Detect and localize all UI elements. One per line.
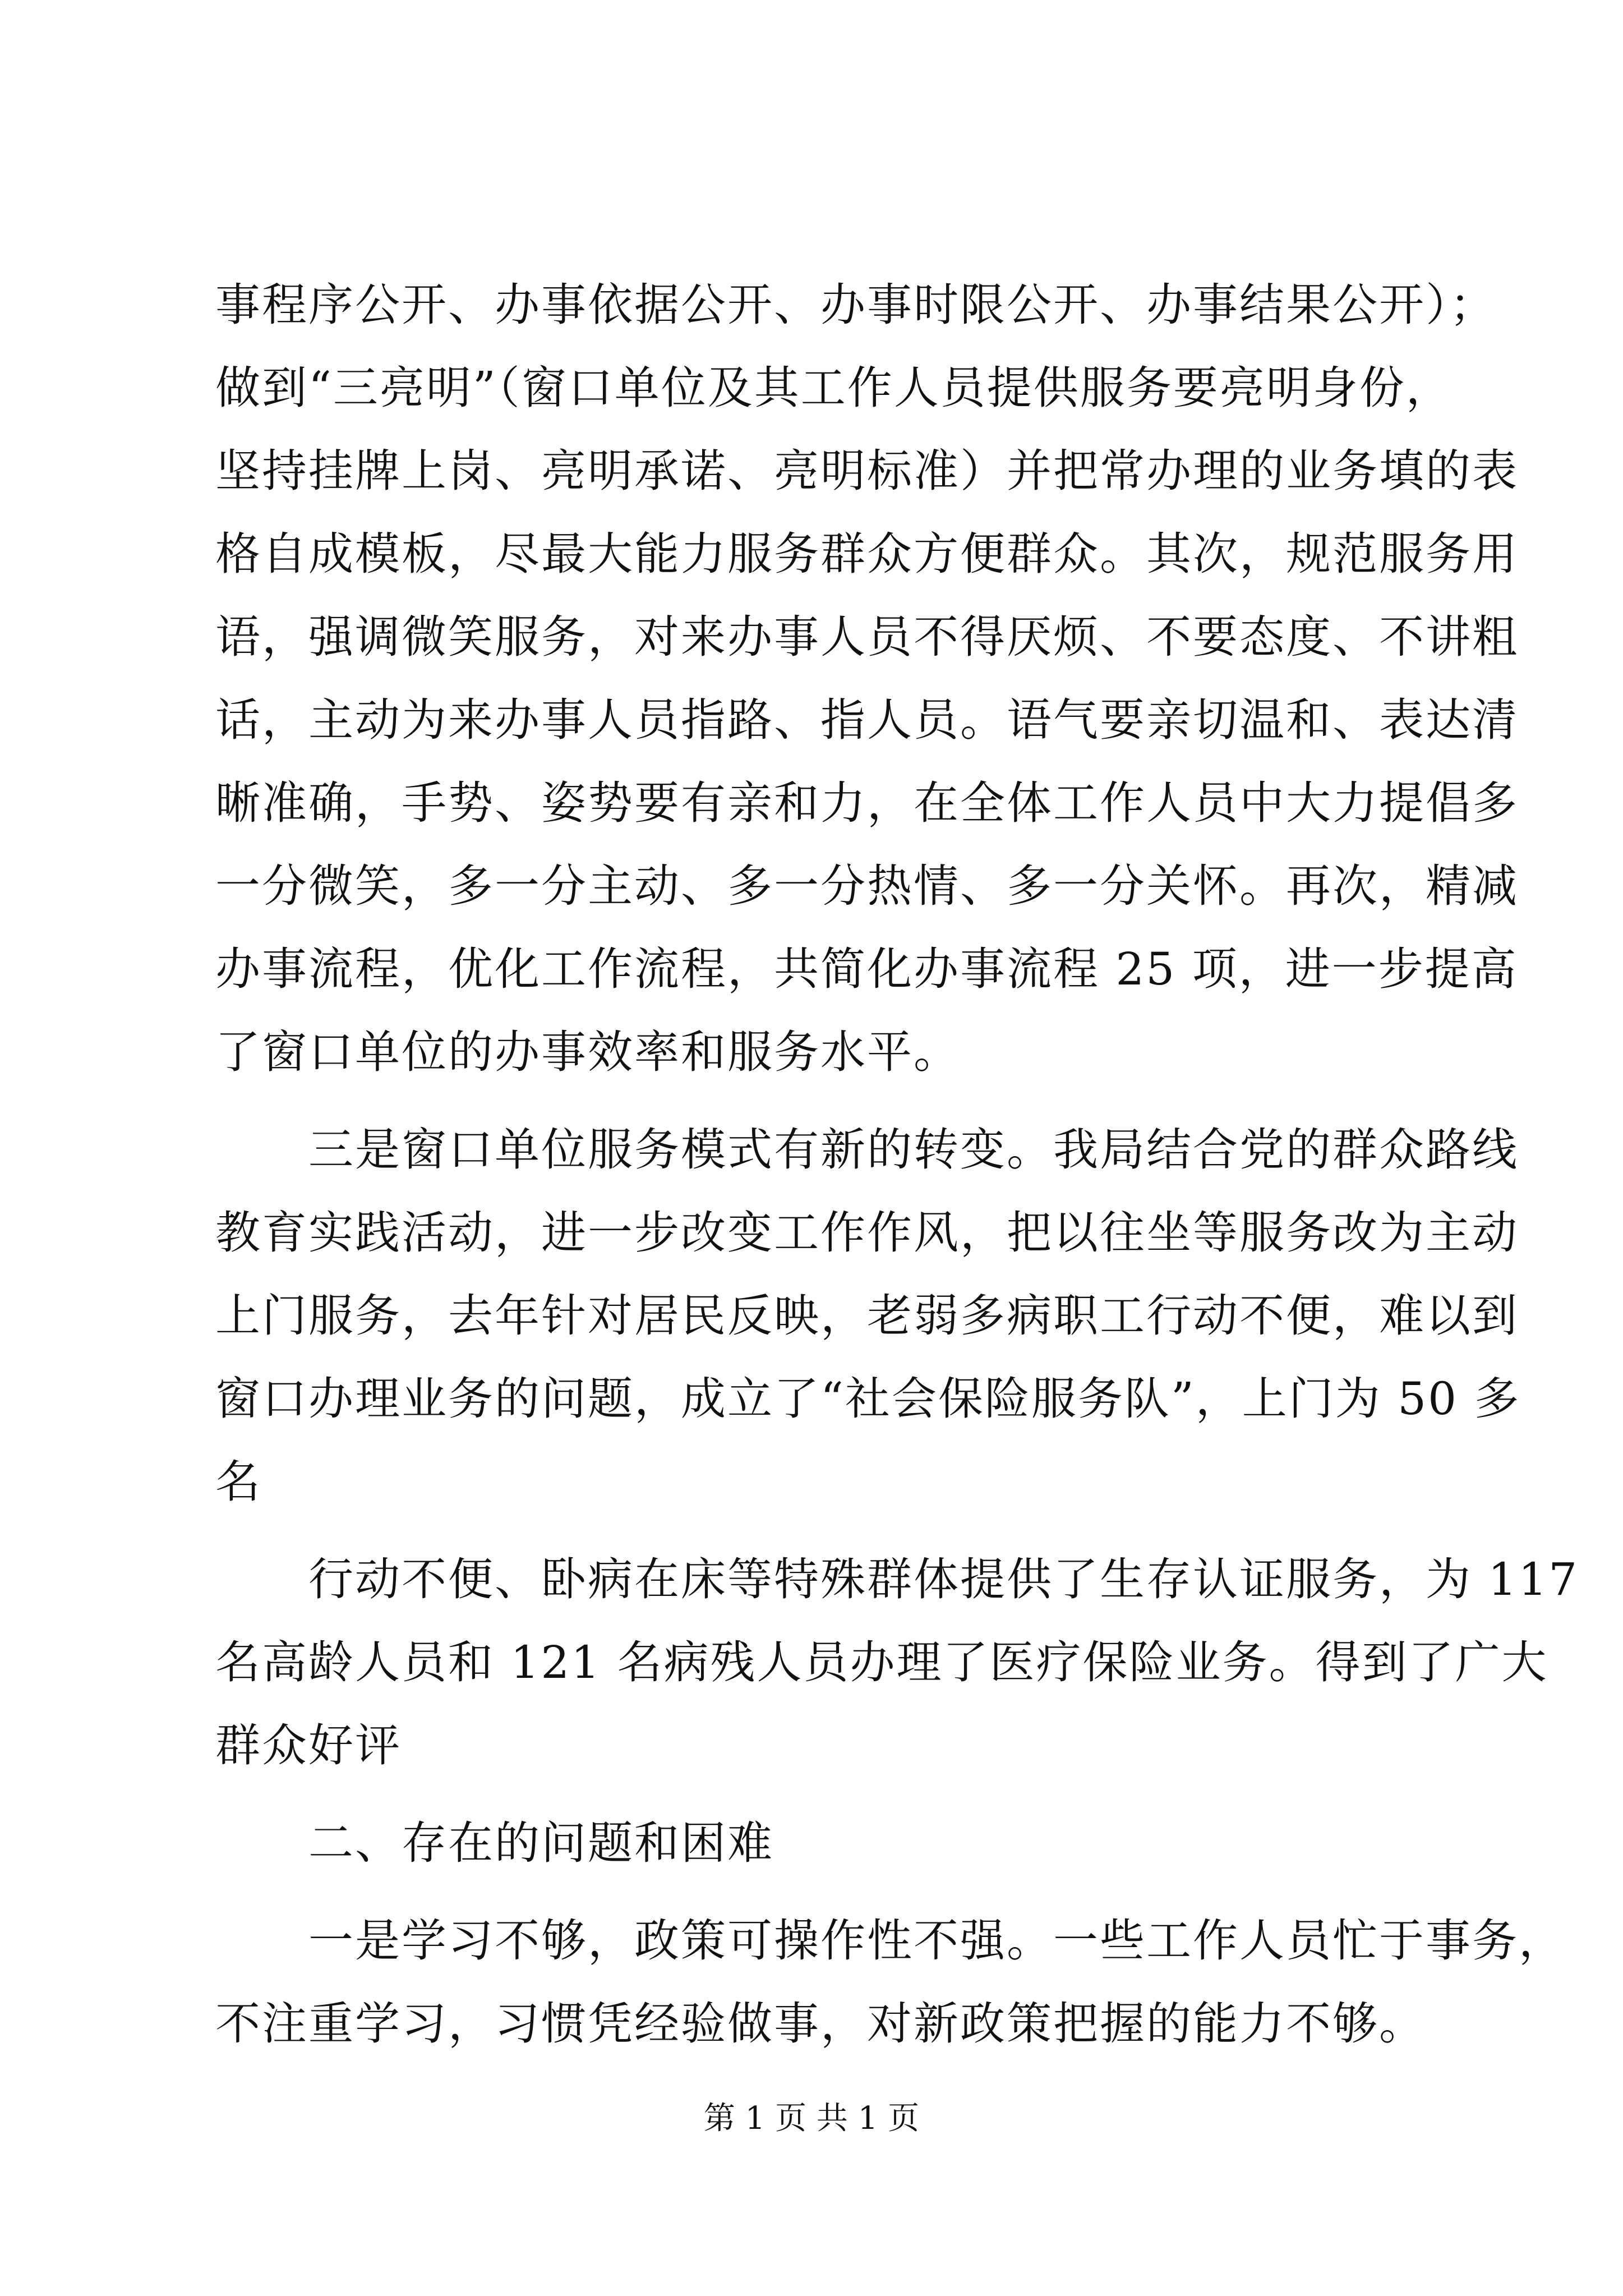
document-body: [215, 264, 1579, 2065]
text-line: 坚持挂牌上岗、亮明承诺、亮明标准）并把常办理的业务填的表: [215, 445, 1519, 497]
section-heading-text: 二、存在的问题和困难: [308, 1817, 774, 1869]
text-line: 名高龄人员和 121 名病残人员办理了医疗保险业务。得到了广大: [215, 1636, 1548, 1688]
paragraph-gap: [215, 1787, 1415, 1802]
text-line: 办事流程，优化工作流程，共简化办事流程 25 项，进一步提高: [215, 943, 1518, 995]
paragraph-three: [215, 1108, 1521, 1524]
text-line: 语，强调微笑服务，对来办事人员不得厌烦、不要态度、不讲粗: [215, 611, 1519, 663]
paragraph-problem-one: [215, 1899, 1565, 2065]
text-line: 三是窗口单位服务模式有新的转变。我局结合党的群众路线: [308, 1124, 1519, 1176]
page-number-label: 第 1 页 共 1 页: [703, 2100, 920, 2137]
paragraph-gap: [215, 1094, 1415, 1108]
text-line: 了窗口单位的办事效率和服务水平。: [215, 1026, 960, 1078]
text-line: 群众好评: [215, 1719, 402, 1772]
text-line: 窗口办理业务的问题，成立了“社会保险服务队”，上门为 50 多: [215, 1373, 1521, 1425]
paragraph-continued: [215, 264, 1519, 1094]
page-footer: [0, 2099, 1623, 2138]
text-line: 上门服务，去年针对居民反映，老弱多病职工行动不便，难以到: [215, 1290, 1519, 1342]
text-line: 行动不便、卧病在床等特殊群体提供了生存认证服务，为 117: [308, 1553, 1579, 1605]
paragraph-four: [215, 1538, 1579, 1787]
text-line: 话，主动为来办事人员指路、指人员。语气要亲切温和、表达清: [215, 694, 1519, 746]
text-line: 格自成模板，尽最大能力服务群众方便群众。其次，规范服务用: [215, 528, 1519, 580]
text-line: 教育实践活动，进一步改变工作作风，把以往坐等服务改为主动: [215, 1207, 1519, 1259]
text-line: 做到“三亮明”（窗口单位及其工作人员提供服务要亮明身份，: [215, 362, 1453, 414]
text-line: 名: [215, 1456, 262, 1508]
text-line: 事程序公开、办事依据公开、办事时限公开、办事结果公开）；: [215, 279, 1496, 331]
section-heading: [215, 1802, 1415, 1885]
text-line: 一是学习不够，政策可操作性不强。一些工作人员忙于事务，: [308, 1915, 1565, 1967]
paragraph-gap: [215, 1524, 1415, 1538]
text-line: 不注重学习，习惯凭经验做事，对新政策把握的能力不够。: [215, 1998, 1426, 2050]
paragraph-gap: [215, 1885, 1415, 1899]
text-line: 晰准确，手势、姿势要有亲和力，在全体工作人员中大力提倡多: [215, 777, 1519, 829]
text-line: 一分微笑，多一分主动、多一分热情、多一分关怀。再次，精减: [215, 860, 1519, 912]
